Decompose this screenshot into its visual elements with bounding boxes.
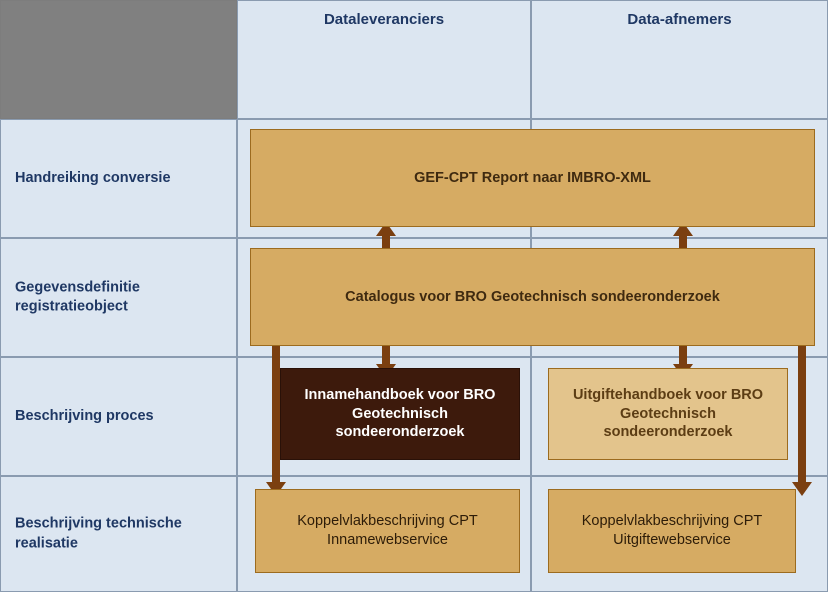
box-label: Uitgiftehandboek voor BRO Geotechnisch sondeeronderzoek (572, 386, 764, 441)
row-header-beschrijving-proces (0, 357, 237, 476)
row-header-label: Beschrijving proces (15, 407, 154, 424)
box-label: Koppelvlakbeschrijving CPT Uitgiftewebservice (581, 513, 763, 548)
box-koppelvlak-uitgifte[interactable] (548, 489, 796, 573)
row-header-label: Handreiking conversie (15, 169, 171, 186)
box-koppelvlak-inname[interactable] (255, 489, 520, 573)
box-label: Catalogus voor BRO Geotechnisch sondeeronderzoek (345, 288, 720, 305)
row-header-label: Beschrijving technische realisatie (15, 515, 182, 551)
row-header-handreiking-conversie (0, 119, 237, 238)
box-catalogus[interactable] (250, 248, 815, 346)
box-uitgiftehandboek[interactable] (548, 368, 788, 460)
arrow-catalogus-to-koppelvlak-uitgifte (791, 336, 813, 496)
column-header-label: Dataleveranciers (323, 11, 445, 28)
row-header-label: Gegevensdefinitie registratieobject (15, 278, 140, 315)
box-label: GEF-CPT Report naar IMBRO-XML (414, 169, 651, 186)
corner-cell (0, 0, 237, 119)
box-label: Innamehandboek voor BRO Geotechnisch sondeeronderzoek (304, 386, 496, 441)
column-header-data-afnemers (531, 0, 828, 119)
row-header-beschrijving-technische-realisatie (0, 476, 237, 592)
box-label: Koppelvlakbeschrijving CPT Innamewebservice (297, 513, 478, 548)
column-header-label: Data-afnemers (627, 11, 732, 28)
box-innamehandboek[interactable] (280, 368, 520, 460)
column-header-dataleveranciers (237, 0, 531, 119)
box-gef-cpt-report[interactable] (250, 129, 815, 227)
row-header-gegevensdefinitie (0, 238, 237, 357)
